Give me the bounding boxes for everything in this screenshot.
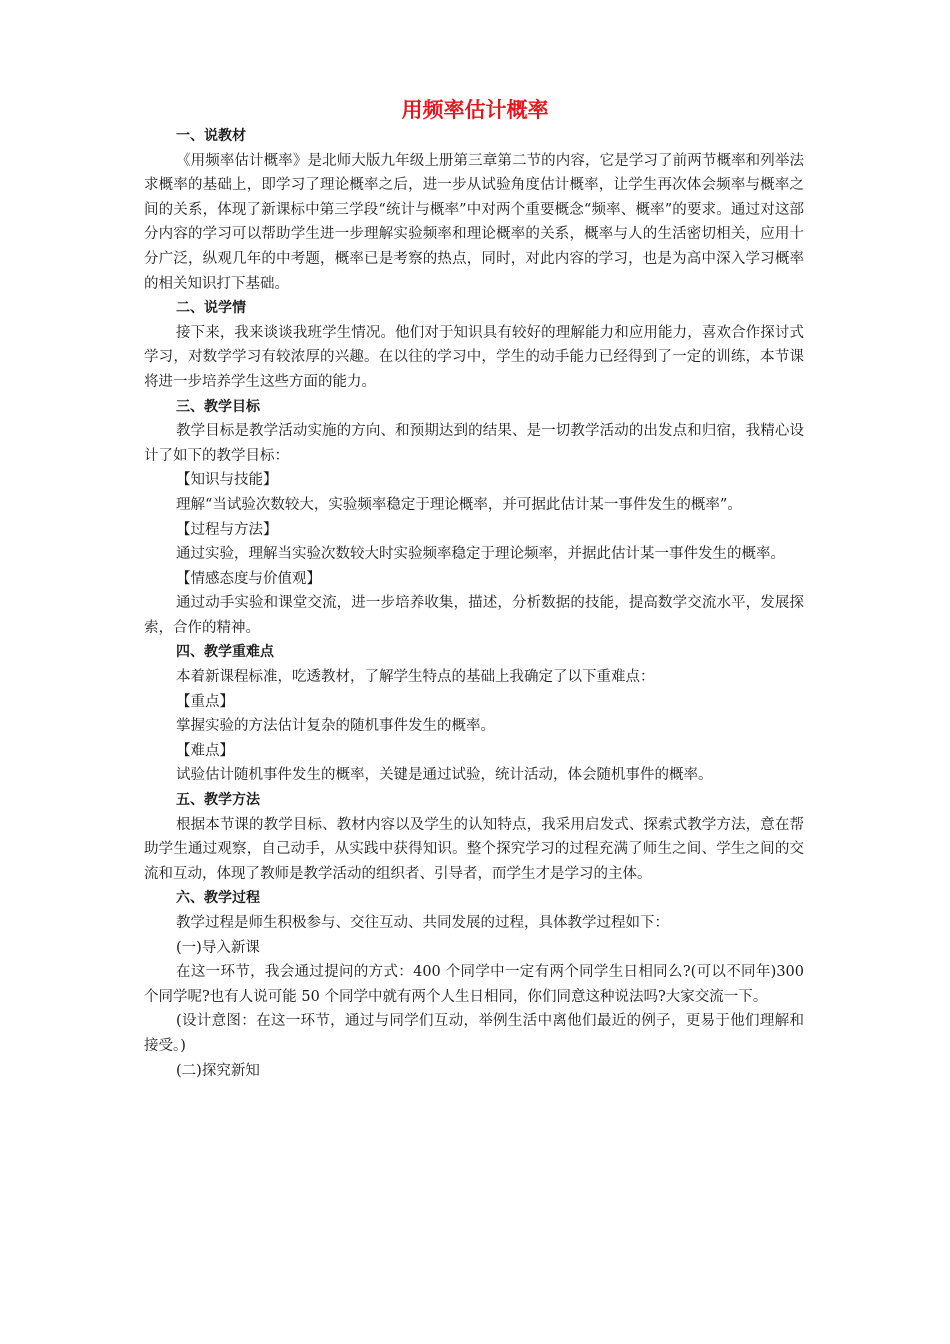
paragraph-difficult-point: 试验估计随机事件发生的概率，关键是通过试验，统计活动，体会随机事件的概率。: [176, 767, 713, 784]
section-heading-key-points: 四、教学重难点: [176, 644, 274, 661]
subheading-difficult-point: 【难点】: [176, 742, 234, 759]
section-heading-objectives: 三、教学目标: [176, 398, 260, 415]
paragraph-attitudes-values: 通过动手实验和课堂交流，进一步培养收集，描述，分析数据的技能，提高数学交流水平，发展探索，合作的精神。: [144, 595, 804, 636]
subheading-attitudes-values: 【情感态度与价值观】: [176, 570, 321, 587]
paragraph-methods: 根据本节课的教学目标、教材内容以及学生的认知特点，我采用启发式、探索式教学方法，意在帮助学生通过观察，自己动手，从实践中获得知识。整个探究学习的过程充满了师生之间、学生之间的交流和互动，体现了教师是教学活动的组织者、引导者，而学生才是学习的主体。: [144, 816, 804, 882]
section-heading-students: 二、说学情: [176, 300, 246, 317]
paragraph-key-points-intro: 本着新课程标准，吃透教材，了解学生特点的基础上我确定了以下重难点：: [176, 669, 655, 686]
subheading-introduction: (一)导入新课: [176, 939, 260, 956]
paragraph-key-point: 掌握实验的方法估计复杂的随机事件发生的概率。: [176, 718, 495, 735]
section-heading-process: 六、教学过程: [176, 890, 260, 907]
subheading-explore-new: (二)探究新知: [176, 1062, 260, 1079]
paragraph-students: 接下来，我来谈谈我班学生情况。他们对于知识具有较好的理解能力和应用能力，喜欢合作探讨式学习，对数学学习有较浓厚的兴趣。在以往的学习中，学生的动手能力已经得到了一定的训练，本节课将进一步培养学生这些方面的能力。: [144, 324, 804, 390]
section-heading-textbook: 一、说教材: [176, 128, 246, 144]
paragraph-process-intro: 教学过程是师生积极参与、交往互动、共同发展的过程，具体教学过程如下：: [176, 915, 669, 931]
paragraph-objectives-intro: 教学目标是教学活动实施的方向、和预期达到的结果、是一切教学活动的出发点和归宿，我精心设计了如下的教学目标：: [144, 423, 804, 464]
subheading-key-point: 【重点】: [176, 693, 234, 710]
section-heading-methods: 五、教学方法: [176, 792, 260, 809]
subheading-knowledge-skills: 【知识与技能】: [176, 472, 278, 489]
subheading-process-methods: 【过程与方法】: [176, 521, 278, 538]
document-body: [144, 124, 804, 1083]
paragraph-process-methods: 通过实验，理解当实验次数较大时实验频率稳定于理论频率，并据此估计某一事件发生的概率。: [176, 546, 785, 563]
document-title: 用频率估计概率: [401, 98, 549, 122]
paragraph-design-intent: (设计意图：在这一环节，通过与同学们互动，举例生活中离他们最近的例子，更易于他们理解和接受。): [144, 1013, 804, 1054]
paragraph-textbook: 《用频率估计概率》是北师大版九年级上册第三章第二节的内容，它是学习了前两节概率和列举法求概率的基础上，即学习了理论概率之后，进一步从试验角度估计概率，让学生再次体会频率与概率之间的关系，体现了新课标中第三学段“统计与概率”中对两个重要概念“频率、概率”的要求。通过对这部分内容的学习可以帮助学生进一步理解实验频率和理论概率的关系，概率与人的生活密切相关，应用十分广泛，纵观几年的中考题，概率已是考察的热点，同时，对此内容的学习，也是为高中深入学习概率的相关知识打下基础。: [144, 152, 804, 292]
paragraph-introduction: 在这一环节，我会通过提问的方式：400 个同学中一定有两个同学生日相同么?(可以不同年)300 个同学呢?也有人说可能 50 个同学中就有两个人生日相同，你们同意这种说法吗?大家交流一下。: [144, 964, 804, 1005]
paragraph-knowledge-skills: 理解“当试验次数较大，实验频率稳定于理论概率，并可据此估计某一事件发生的概率”。: [176, 496, 742, 513]
